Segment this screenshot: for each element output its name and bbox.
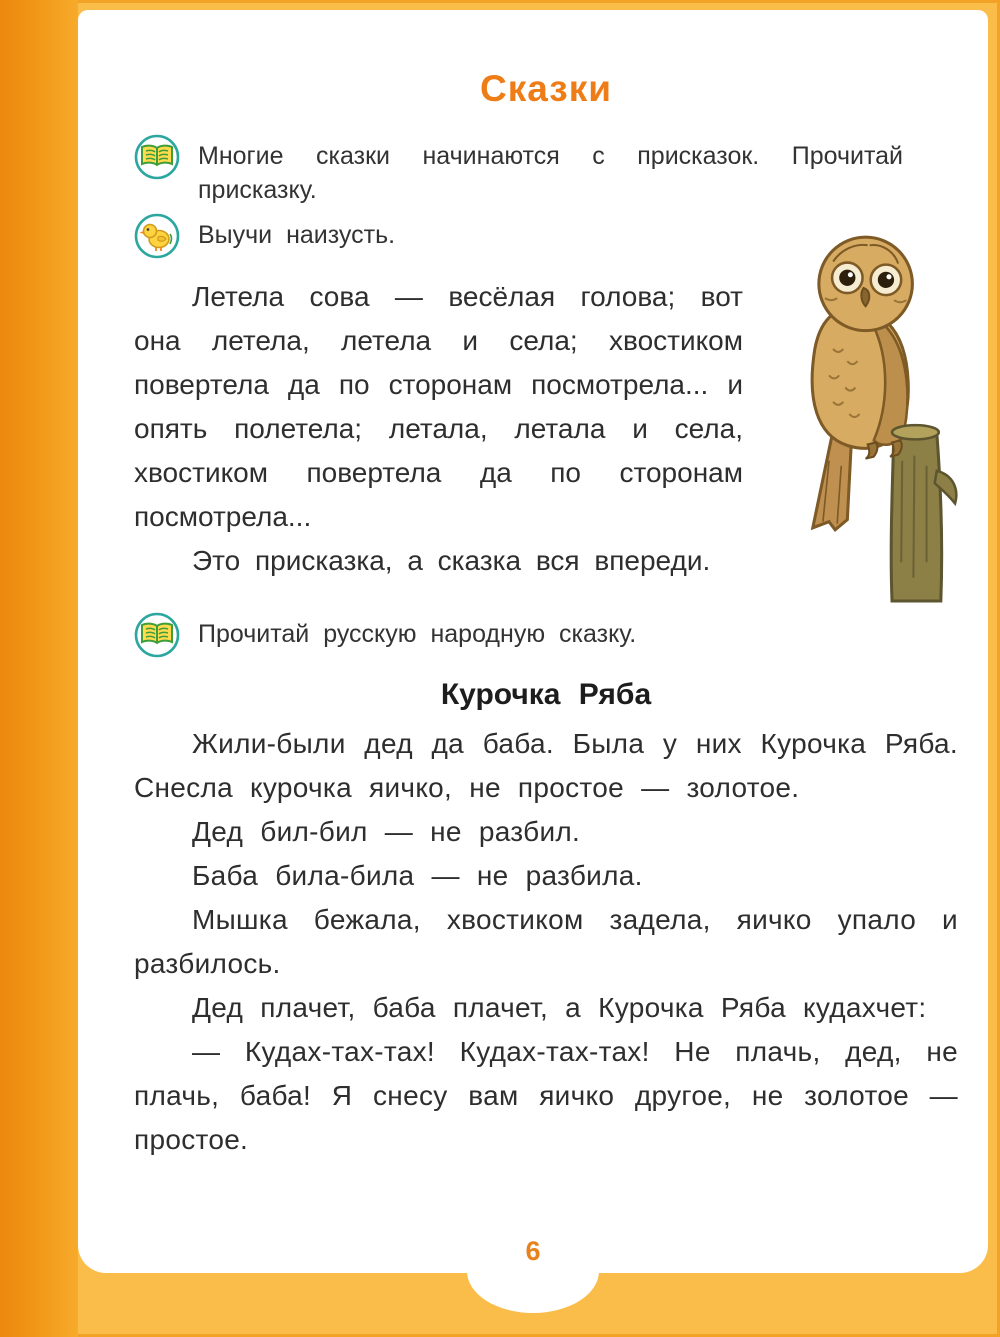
textbook-page	[78, 10, 988, 1273]
story-title: Курочка Ряба	[440, 678, 652, 711]
story-paragraph: Дед бил-бил — не разбил.	[192, 816, 581, 847]
instruction-text: Прочитай русскую народную сказку.	[198, 620, 637, 648]
story-text-block	[134, 722, 958, 1162]
open-book-icon	[134, 612, 180, 658]
story-paragraph: Жили-были дед да баба. Была у них Курочка Ряба. Снесла курочка яичко, не простое — золотое.	[134, 728, 958, 803]
instruction-text: Многие сказки начинаются с присказок. Прочитай присказку.	[198, 142, 903, 204]
instruction-text: Выучи наизусть.	[198, 221, 396, 249]
book-spine-band	[0, 0, 78, 1337]
page-number-tab	[467, 1271, 599, 1313]
saying-text-block	[134, 275, 958, 583]
page-number: 6	[525, 1236, 541, 1266]
story-paragraph: — Кудах-тах-тах! Кудах-тах-тах! Не плачь, дед, не плачь, баба! Я снесу вам яичко другое, не золотое — простое.	[134, 1036, 958, 1155]
instruction-row	[134, 600, 958, 658]
page-title: Сказки	[480, 68, 612, 109]
story-paragraph: Дед плачет, баба плачет, а Курочка Ряба кудахчет:	[192, 992, 927, 1023]
chick-icon	[134, 213, 180, 259]
saying-paragraph: Летела сова — весёлая голова; вот она летела, летела и села; хвостиком повертела да по сторонам посмотрела... и опять полетела; летала, летала и села, хвостиком повертела да по сторонам посмотрела...	[134, 281, 743, 532]
instruction-row	[134, 136, 958, 207]
story-paragraph: Баба била-била — не разбила.	[192, 860, 643, 891]
instruction-row	[134, 215, 958, 259]
open-book-icon	[134, 134, 180, 180]
saying-paragraph: Это присказка, а сказка вся впереди.	[192, 545, 711, 576]
story-paragraph: Мышка бежала, хвостиком задела, яичко упало и разбилось.	[134, 904, 958, 979]
